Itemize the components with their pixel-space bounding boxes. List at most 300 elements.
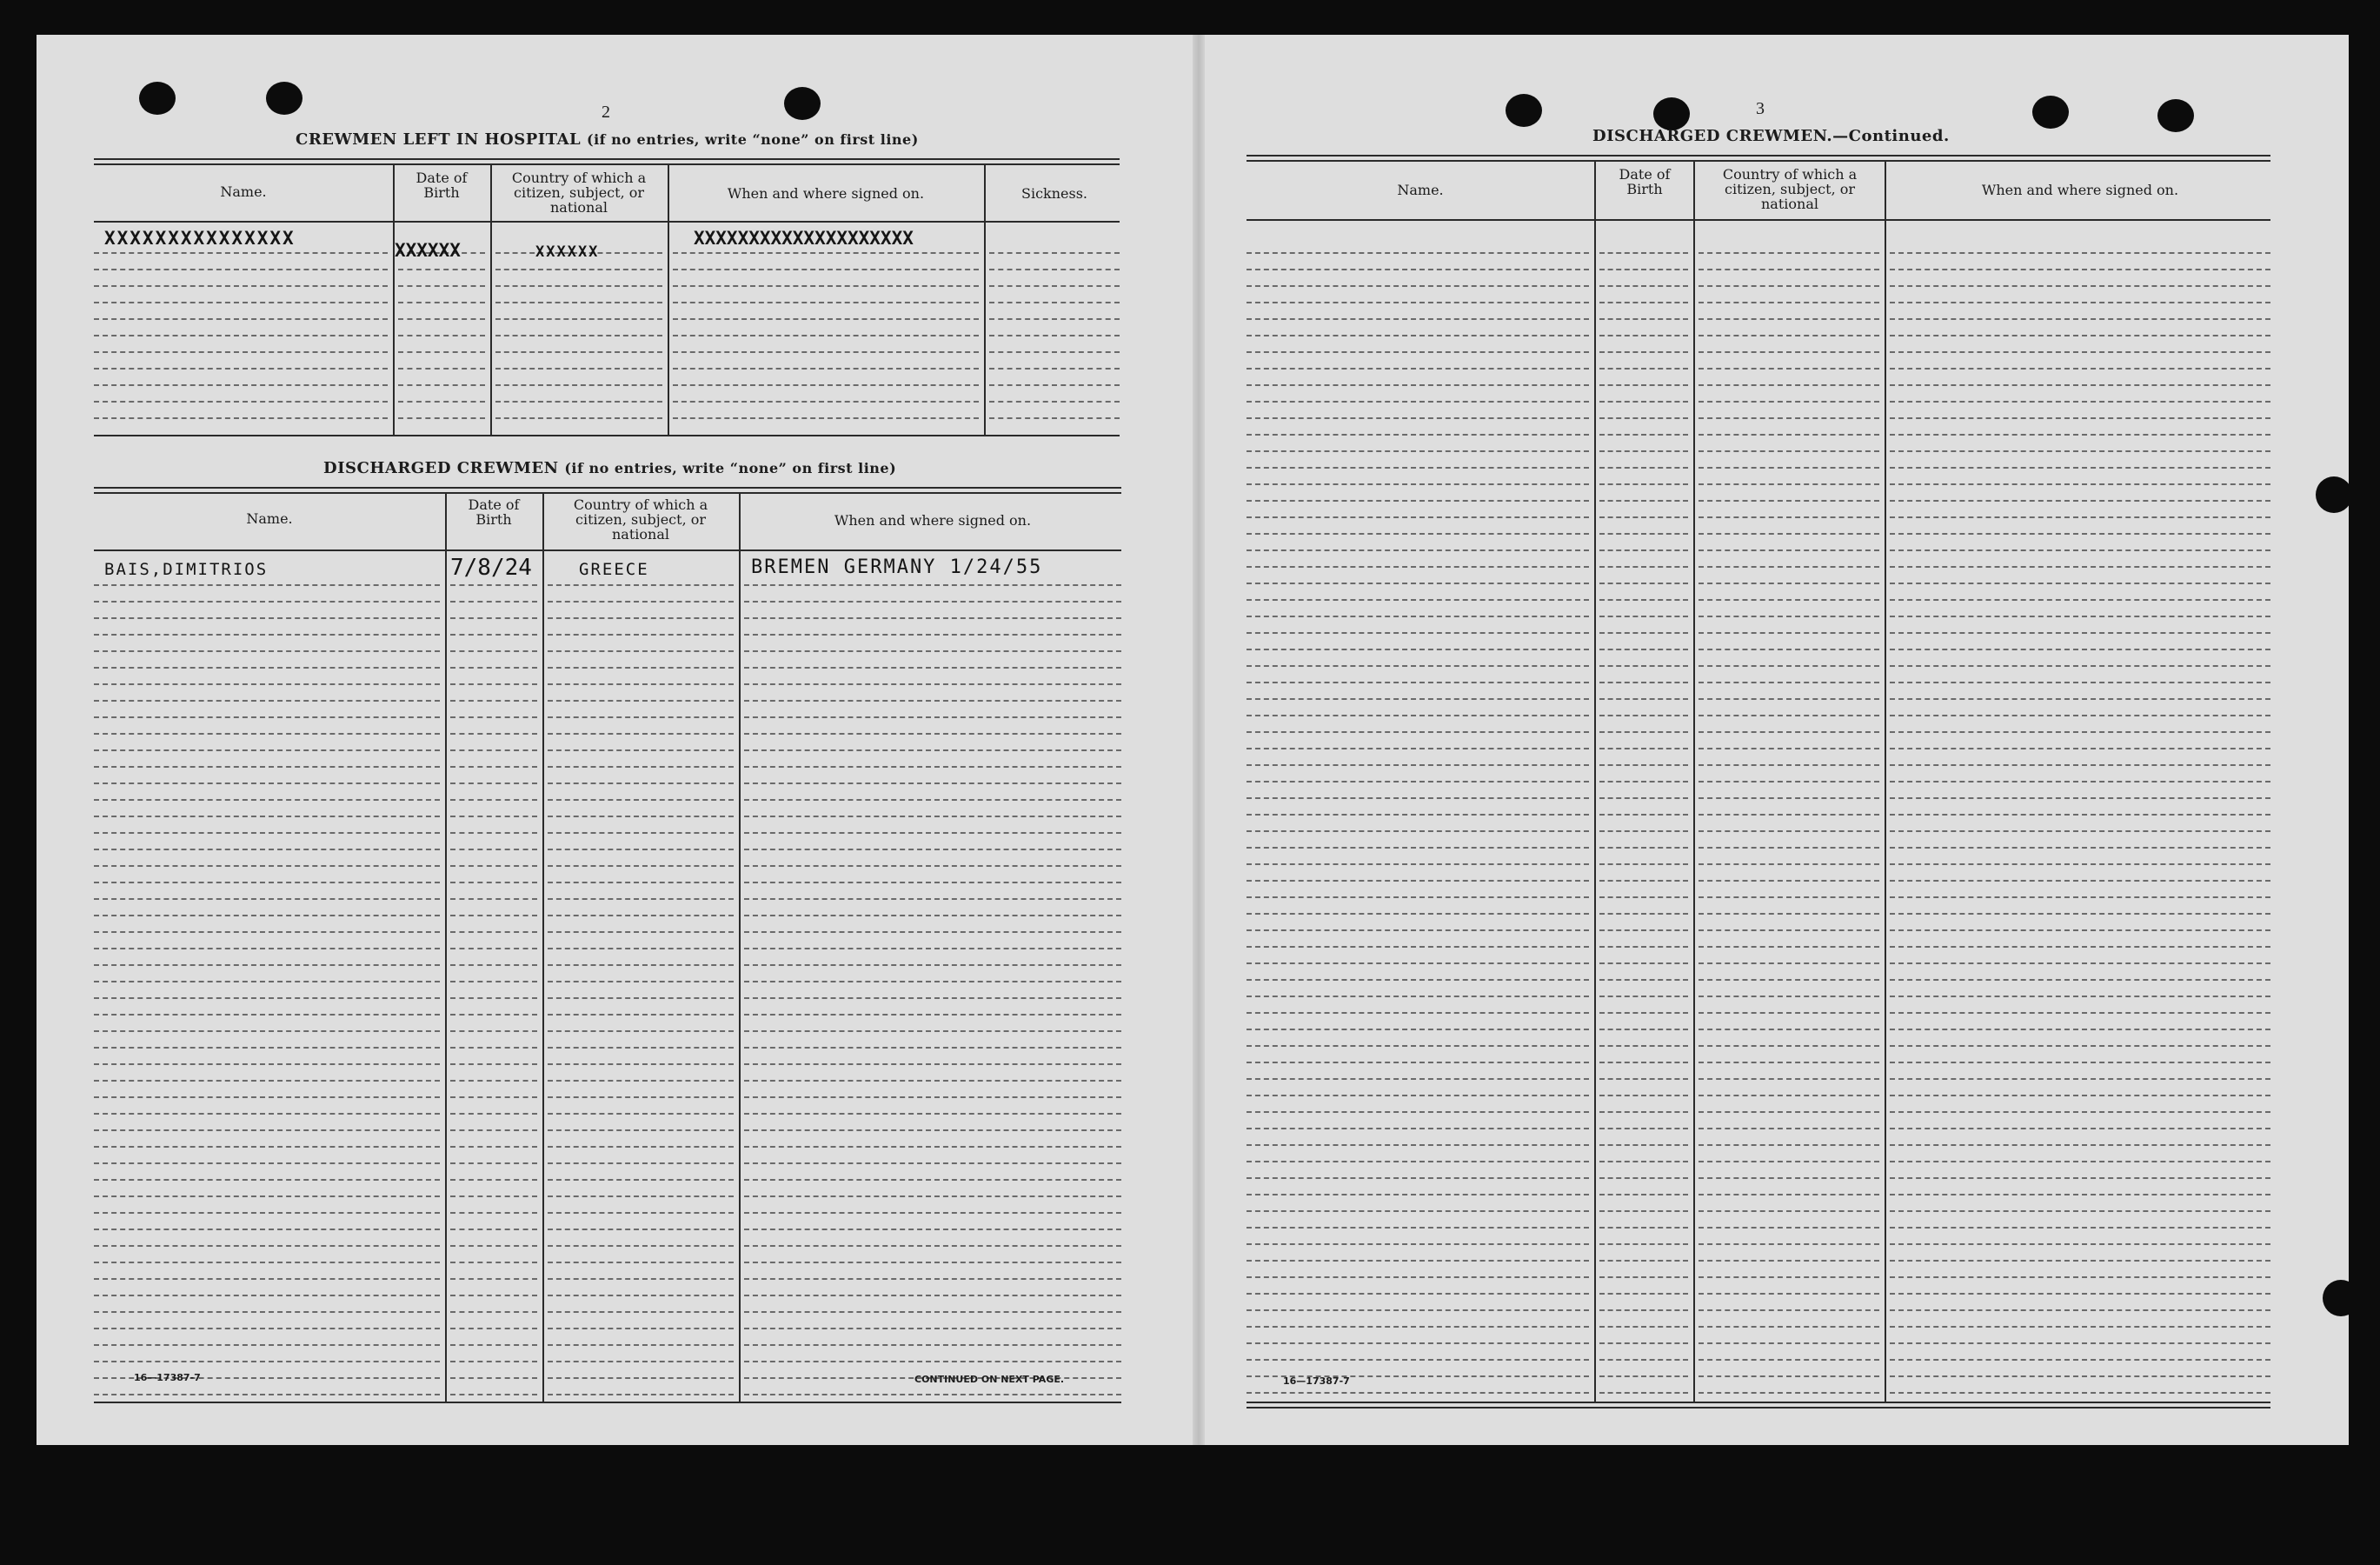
ruled-line [398,302,485,303]
ruled-line [94,335,388,336]
ruled-line [1599,649,1688,650]
ruled-line [1247,1293,1589,1295]
ruled-line [1699,665,1879,667]
ruled-line [548,1311,734,1313]
ruled-line [1890,1210,2270,1212]
ruled-line [1699,830,1879,832]
ruled-line [1699,929,1879,931]
ruled-line [1599,516,1688,518]
ruled-line [1247,1045,1589,1047]
ruled-line [450,683,537,685]
record-sheet [37,35,2349,1445]
ruled-line [495,335,662,336]
ruled-line [548,997,734,999]
ruled-line [744,1129,1121,1131]
hospital-bottom-rule [94,435,1120,436]
ruled-line [1247,500,1589,502]
ruled-line [1699,880,1879,882]
ruled-line [398,401,485,403]
ruled-line [1890,616,2270,617]
ruled-line [548,816,734,817]
ruled-line [450,1278,537,1280]
ruled-line [673,417,979,419]
ruled-line [1247,583,1589,584]
ruled-line [1890,797,2270,799]
ruled-line [1890,1243,2270,1245]
ruled-line [450,700,537,702]
ruled-line [1699,1243,1879,1245]
ruled-line [1699,368,1879,370]
ruled-line [1599,748,1688,749]
ruled-line [989,368,1120,370]
ruled-line [1699,962,1879,964]
ruled-line [450,1295,537,1296]
ruled-line [1247,549,1589,551]
ruled-line [673,335,979,336]
ruled-line [548,948,734,949]
ruled-line [1699,269,1879,270]
ruled-line [1247,566,1589,568]
page-number-left: 2 [602,103,610,122]
ruled-line [1599,252,1688,254]
ruled-line [1599,1062,1688,1063]
ruled-line [1247,979,1589,981]
ruled-line [450,601,537,603]
ruled-line [548,617,734,619]
ruled-line [1599,863,1688,865]
hospital-col-divider [490,163,492,435]
ruled-line [1699,599,1879,601]
ruled-line [744,1229,1121,1230]
ruled-line [1247,1012,1589,1014]
ruled-line [548,716,734,718]
ruled-line [94,384,388,386]
ruled-line [1890,682,2270,683]
ruled-line [1890,698,2270,700]
ruled-line [1247,335,1589,336]
ruled-line [989,384,1120,386]
ruled-line [94,285,388,287]
ruled-line [1599,384,1688,386]
ruled-line [450,1014,537,1016]
ruled-line [1247,797,1589,799]
ruled-line [1699,797,1879,799]
ruled-line [450,1195,537,1197]
ruled-line [1247,946,1589,948]
ruled-line [548,832,734,834]
discharged-top-rule-2 [94,492,1121,494]
ruled-line [744,948,1121,949]
right-header-country: Country of which a citizen, subject, or national [1722,166,1858,212]
ruled-line [1599,1293,1688,1295]
ruled-line [1890,1095,2270,1096]
ruled-line [1599,351,1688,353]
ruled-line [1247,632,1589,634]
ruled-line [1699,1309,1879,1311]
punch-hole [266,82,302,115]
ruled-line [744,584,1121,586]
ruled-line [744,1047,1121,1049]
ruled-line [1599,450,1688,452]
ruled-line [1699,698,1879,700]
ruled-line [548,1278,734,1280]
ruled-line [548,749,734,751]
ruled-line [1890,715,2270,716]
ruled-line [94,865,440,867]
ruled-line [1890,302,2270,303]
ruled-line [1599,434,1688,436]
ruled-line [744,964,1121,966]
ruled-line [1599,1359,1688,1361]
ruled-line [450,1229,537,1230]
ruled-line [548,1129,734,1131]
right-col-divider [1693,160,1695,1402]
discharged-header-name: Name. [246,510,293,527]
ruled-line [548,1047,734,1049]
ruled-line [1890,863,2270,865]
ruled-line [495,285,662,287]
ruled-line [94,733,440,735]
ruled-line [1599,1012,1688,1014]
discharged-entry-signed: BREMEN GERMANY 1/24/55 [751,556,1043,578]
ruled-line [1890,516,2270,518]
ruled-line [1599,1309,1688,1311]
ruled-line [1699,1177,1879,1179]
ruled-line [94,882,440,883]
ruled-line [450,1394,537,1395]
hospital-header-signed: When and where signed on. [727,185,925,202]
ruled-line [548,1195,734,1197]
ruled-line [744,1212,1121,1214]
ruled-line [398,318,485,320]
ruled-line [1890,1029,2270,1030]
right-top-rule [1247,155,2270,156]
ruled-line [1890,1326,2270,1328]
ruled-line [1247,1309,1589,1311]
ruled-line [1890,1194,2270,1195]
ruled-line [1247,483,1589,485]
ruled-line [744,1096,1121,1098]
ruled-line [1890,1375,2270,1377]
continued-note: CONTINUED ON NEXT PAGE. [914,1374,1065,1385]
ruled-line [1599,1227,1688,1229]
discharged-title: DISCHARGED CREWMEN [323,459,559,477]
hospital-col-divider [668,163,669,435]
ruled-line [744,1262,1121,1263]
ruled-line [450,650,537,652]
ruled-line [1699,533,1879,535]
ruled-line [1247,533,1589,535]
ruled-line [744,832,1121,834]
ruled-line [744,1361,1121,1362]
hospital-top-rule-2 [94,163,1120,165]
ruled-line [548,1361,734,1362]
ruled-line [1699,351,1879,353]
ruled-line [495,302,662,303]
ruled-line [1599,533,1688,535]
ruled-line [94,1361,440,1362]
ruled-line [1247,1177,1589,1179]
ruled-line [1599,1326,1688,1328]
ruled-line [1890,632,2270,634]
ruled-line [1599,1210,1688,1212]
ruled-line [1247,318,1589,320]
ruled-line [744,915,1121,916]
ruled-line [744,617,1121,619]
ruled-line [450,898,537,900]
discharged-header-rule [94,549,1121,551]
ruled-line [744,766,1121,768]
ruled-line [94,766,440,768]
ruled-line [1599,1111,1688,1113]
ruled-line [989,401,1120,403]
ruled-line [1247,1359,1589,1361]
hospital-header-name: Name. [220,183,267,200]
ruled-line [94,667,440,669]
ruled-line [1699,715,1879,716]
ruled-line [548,1080,734,1082]
ruled-line [1247,285,1589,287]
ruled-line [1247,1276,1589,1278]
ruled-line [450,849,537,850]
ruled-line [94,749,440,751]
ruled-line [1699,913,1879,915]
ruled-line [1599,1243,1688,1245]
ruled-line [548,667,734,669]
ruled-line [1599,401,1688,403]
ruled-line [1699,1144,1879,1146]
hospital-header-sickness: Sickness. [1020,185,1087,202]
ruled-line [1890,1128,2270,1129]
ruled-line [94,700,440,702]
ruled-line [1890,1293,2270,1295]
ruled-line [744,882,1121,883]
ruled-line [1890,467,2270,469]
ruled-line [94,981,440,982]
ruled-line [548,1245,734,1247]
ruled-line [1247,1111,1589,1113]
ruled-line [450,1146,537,1148]
ruled-line [1699,252,1879,254]
right-header-signed: When and where signed on. [1981,182,2179,198]
ruled-line [1699,583,1879,584]
ruled-line [1247,896,1589,898]
ruled-line [1599,583,1688,584]
edge-hole [2323,1280,2349,1316]
ruled-line [548,1179,734,1181]
ruled-line [1247,1227,1589,1229]
ruled-line [450,1328,537,1329]
ruled-line [548,799,734,801]
ruled-line [1599,929,1688,931]
ruled-line [1599,682,1688,683]
form-number-right: 16—17387-7 [1283,1375,1350,1387]
ruled-line [1890,649,2270,650]
ruled-line [1699,814,1879,816]
hospital-header-dob: Date of Birth [416,170,468,201]
ruled-line [495,384,662,386]
ruled-line [450,1377,537,1379]
hospital-header-country: Country of which a citizen, subject, or national [511,170,647,216]
ruled-line [1599,1095,1688,1096]
ruled-line [1699,1359,1879,1361]
ruled-line [744,1344,1121,1346]
hospital-entry-dob: XXXXXX [395,240,461,261]
ruled-line [1890,599,2270,601]
ruled-line [744,997,1121,999]
ruled-line [1247,1144,1589,1146]
ruled-line [1699,1078,1879,1080]
hospital-section-title [296,130,919,149]
ruled-line [1599,979,1688,981]
ruled-line [94,269,388,270]
ruled-line [1699,1012,1879,1014]
ruled-line [548,981,734,982]
ruled-line [94,318,388,320]
hospital-header-rule [94,221,1120,223]
ruled-line [1599,335,1688,336]
ruled-line [1599,285,1688,287]
ruled-line [548,1295,734,1296]
ruled-line [1247,748,1589,749]
ruled-line [1699,1293,1879,1295]
ruled-line [450,832,537,834]
ruled-line [989,351,1120,353]
ruled-line [744,865,1121,867]
ruled-line [94,401,388,403]
ruled-line [744,1195,1121,1197]
ruled-line [548,700,734,702]
ruled-line [1890,1161,2270,1162]
ruled-line [398,368,485,370]
ruled-line [94,1212,440,1214]
ruled-line [548,1146,734,1148]
ruled-line [1599,1375,1688,1377]
ruled-line [744,1080,1121,1082]
ruled-line [1890,252,2270,254]
ruled-line [548,915,734,916]
ruled-line [450,882,537,883]
ruled-line [94,1328,440,1329]
ruled-line [94,634,440,636]
ruled-line [1699,1276,1879,1278]
ruled-line [450,915,537,916]
ruled-line [1599,996,1688,997]
ruled-line [1699,1161,1879,1162]
ruled-line [673,384,979,386]
ruled-line [1890,1078,2270,1080]
ruled-line [1247,863,1589,865]
ruled-line [1599,1144,1688,1146]
ruled-line [94,1278,440,1280]
ruled-line [94,584,440,586]
ruled-line [1890,1309,2270,1311]
ruled-line [94,849,440,850]
ruled-line [744,1328,1121,1329]
ruled-line [1599,1276,1688,1278]
ruled-line [450,816,537,817]
right-bottom-rule [1247,1402,2270,1403]
ruled-line [1699,1111,1879,1113]
ruled-line [94,948,440,949]
ruled-line [989,302,1120,303]
ruled-line [1247,450,1589,452]
ruled-line [548,1394,734,1395]
ruled-line [744,931,1121,933]
right-col-divider [1594,160,1596,1402]
ruled-line [398,335,485,336]
ruled-line [450,997,537,999]
ruled-line [1699,1227,1879,1229]
ruled-line [94,1129,440,1131]
ruled-line [495,269,662,270]
ruled-line [1599,1392,1688,1394]
ruled-line [1247,368,1589,370]
hospital-title: CREWMEN LEFT IN HOSPITAL [296,130,582,149]
ruled-line [1247,731,1589,733]
ruled-line [1890,483,2270,485]
ruled-line [1247,1326,1589,1328]
ruled-line [94,1262,440,1263]
ruled-line [1890,996,2270,997]
ruled-line [1890,1062,2270,1063]
punch-hole [1506,94,1542,127]
right-section-title: DISCHARGED CREWMEN.—Continued. [1592,127,1950,145]
hospital-top-rule [94,158,1120,160]
ruled-line [450,1063,537,1065]
ruled-line [1699,1392,1879,1394]
ruled-line [1699,1210,1879,1212]
ruled-line [94,368,388,370]
ruled-line [1890,1260,2270,1262]
ruled-line [94,1295,440,1296]
ruled-line [1599,417,1688,419]
ruled-line [1699,434,1879,436]
ruled-line [1599,731,1688,733]
ruled-line [1247,1161,1589,1162]
right-bottom-rule-2 [1247,1407,2270,1408]
ruled-line [744,799,1121,801]
ruled-line [94,1162,440,1164]
ruled-line [398,351,485,353]
ruled-line [1890,583,2270,584]
discharged-note: (if no entries, write “none” on first line) [564,460,897,476]
ruled-line [548,634,734,636]
ruled-line [548,931,734,933]
ruled-line [1247,781,1589,782]
ruled-line [1599,913,1688,915]
ruled-line [398,285,485,287]
ruled-line [450,1113,537,1115]
ruled-line [1599,698,1688,700]
ruled-line [1247,1194,1589,1195]
ruled-line [1890,434,2270,436]
ruled-line [1890,1227,2270,1229]
ruled-line [1699,285,1879,287]
ruled-line [989,269,1120,270]
ruled-line [989,335,1120,336]
ruled-line [1890,368,2270,370]
ruled-line [548,1229,734,1230]
ruled-line [450,964,537,966]
ruled-line [1699,417,1879,419]
discharged-section-title [323,459,896,477]
ruled-line [1599,616,1688,617]
discharged-entry-name: BAIS,DIMITRIOS [104,560,269,579]
ruled-line [548,1262,734,1263]
ruled-line [450,799,537,801]
ruled-line [673,269,979,270]
